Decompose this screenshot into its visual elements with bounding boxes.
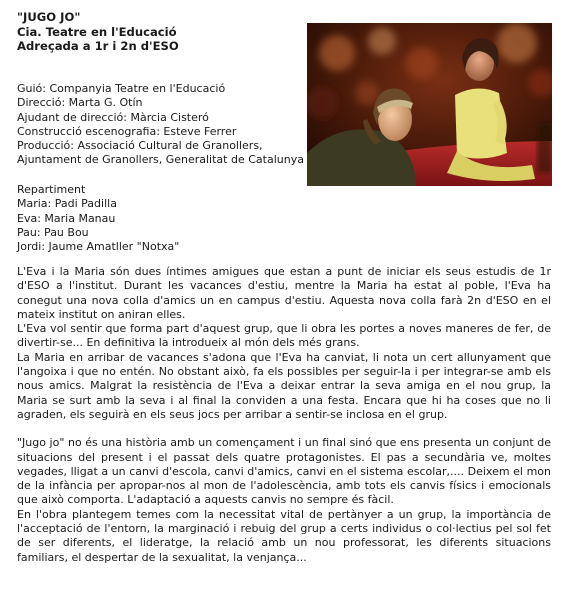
synopsis [17,265,551,565]
cast-member: Pau: Pau Bou [17,225,89,239]
synopsis-paragraph: La Maria en arribar de vacances s'adona que l'Eva ha canviat, li nota un cert allunyament que l'angoixa i que no entén. No obstant això, fa els possibles per seguir-la i per integrar-se amb els nous amics. Malgrat la resistència de l'Eva a deixar entrar la seva amiga en el nou grup, la Maria se surt amb la seva i al final la conviden a una festa. Encara que hi ha coses que no li agraden, els seguirà en els seus jocs per arribar a sentir-se inclosa en el grup. [17,350,551,421]
credit-direction: Direcció: Marta G. Otín [17,96,143,110]
synopsis-paragraph: "Jugo jo" no és una història amb un començament i un final sinó que ens presenta un conjunt de situacions del present i el passat dels quatre protagonistes. El pas a secundària ve, moltes vegades, lligat a un canvi d'escola, canvi d'amics, canvi en el sistema escolar,.... Deixem el mon de la infància per apropar-nos al mon de l'adolescència, amb tots els canvis físics i emocionals que això comporta. L'adaptació a aquests canvis no sempre és fàcil. [17,436,551,507]
credit-production: Producció: Associació Cultural de Granollers, [17,139,263,153]
show-title: "JUGO JO" [17,10,81,24]
cast-member: Maria: Padi Padilla [17,197,117,211]
target-audience: Adreçada a 1r i 2n d'ESO [17,39,179,53]
cast-member: Jordi: Jaume Amatller "Notxa" [17,240,180,254]
credit-script: Guió: Companyia Teatre en l'Educació [17,82,226,95]
synopsis-paragraph: En l'obra plantegem temes com la necessitat vital de pertànyer a un grup, la importància de l'acceptació de l'entorn, la marginació i rebuig del grup a certs individus o col·lectius pel sol fet de ser diferents, el lideratge, la relació amb un nou professorat, les diferents situacions familiars, el despertar de la sexualitat, la venjança... [17,507,551,564]
credit-set-construction: Construcció escenografia: Esteve Ferrer [17,124,237,138]
show-header [17,10,297,54]
cast-list [17,183,307,254]
theatre-performance-photo [307,23,552,186]
cast-heading: Repartiment [17,183,86,196]
synopsis-paragraph: L'Eva vol sentir que forma part d'aquest grup, que li obra les portes a noves maneres de fer, de divertir-se... En definitiva la introdueix al món dels més grans. [17,322,551,350]
credit-production-continued: Ajuntament de Granollers, Generalitat de Catalunya [17,153,304,167]
credits-list [17,82,307,168]
photo-illustration [307,23,552,186]
company-name: Cia. Teatre en l'Educació [17,24,177,39]
credit-assistant-direction: Ajudant de direcció: Màrcia Cisteró [17,110,209,124]
cast-member: Eva: Maria Manau [17,211,116,225]
synopsis-paragraph: L'Eva i la Maria són dues íntimes amigues que estan a punt de iniciar els seus estudis de 1r d'ESO a l'institut. Durant les vacances d'estiu, mentre la Maria ha estat al poble, l'Eva ha conegut una nova colla d'amics un en campus d'estiu. Aquesta nova colla farà 2n d'ESO en el mateix institut on aniran elles. [17,265,551,321]
